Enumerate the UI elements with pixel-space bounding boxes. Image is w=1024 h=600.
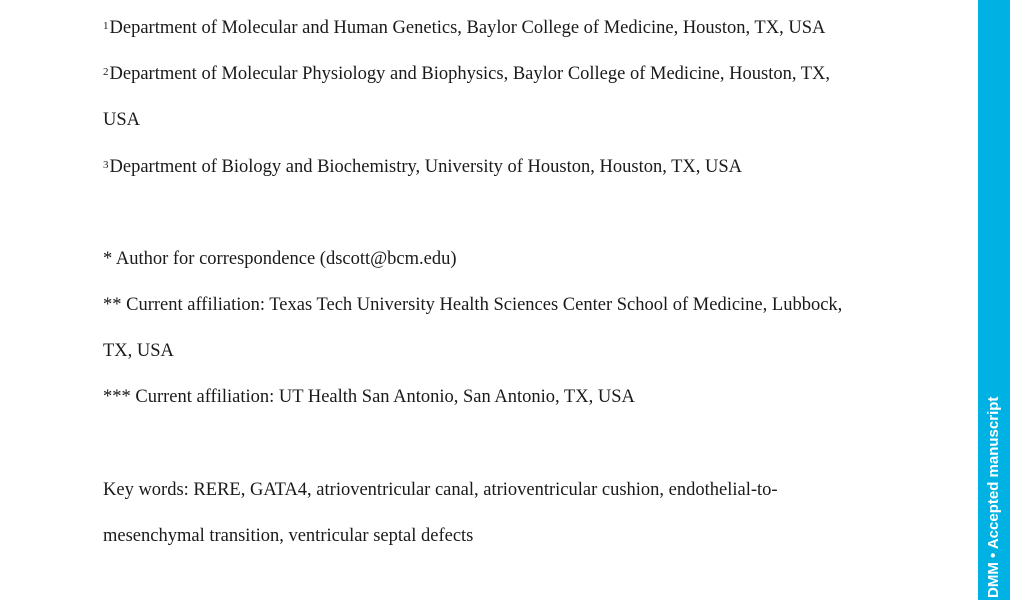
current-affiliation-2-line2: TX, USA <box>103 341 174 361</box>
keywords-line2: mesenchymal transition, ventricular septal defects <box>103 526 474 546</box>
affiliation-2-continuation: USA <box>103 110 141 130</box>
sidebar-label: DMM • Accepted manuscript <box>985 396 1002 598</box>
current-affiliation-3: *** Current affiliation: UT Health San Antonio, San Antonio, TX, USA <box>103 387 635 407</box>
accepted-manuscript-sidebar <box>978 0 1010 600</box>
page-right-margin <box>1010 0 1024 600</box>
affiliation-1 <box>103 16 825 42</box>
affiliation-2-superscript: 2 <box>103 66 109 78</box>
affiliation-1-superscript: 1 <box>103 20 109 32</box>
affiliation-3-superscript: 3 <box>103 159 109 171</box>
affiliation-3 <box>103 155 742 181</box>
affiliation-2-text: Department of Molecular Physiology and Biophysics, Baylor College of Medicine, Houston, TX, <box>109 64 831 84</box>
correspondence-note: * Author for correspondence (dscott@bcm.edu) <box>103 249 457 269</box>
affiliation-3-text: Department of Biology and Biochemistry, University of Houston, Houston, TX, USA <box>109 157 743 177</box>
keywords-line1: Key words: RERE, GATA4, atrioventricular canal, atrioventricular cushion, endothelial-to- <box>103 480 778 500</box>
affiliation-1-text: Department of Molecular and Human Genetics, Baylor College of Medicine, Houston, TX, USA <box>109 18 826 38</box>
affiliation-2 <box>103 62 830 88</box>
current-affiliation-2-line1: ** Current affiliation: Texas Tech University Health Sciences Center School of Medicine, Lubbock, <box>103 295 843 315</box>
